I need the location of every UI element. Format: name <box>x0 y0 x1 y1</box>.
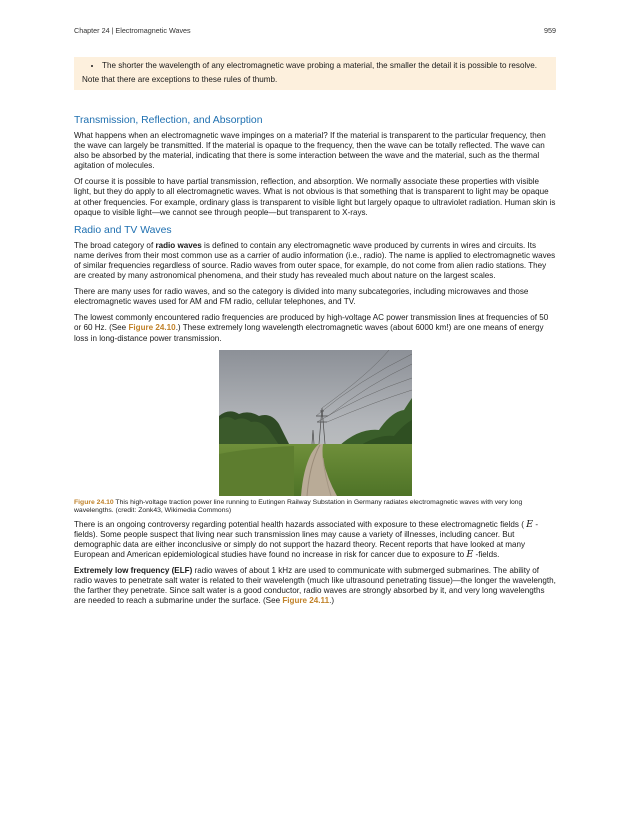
paragraph: The broad category of radio waves is defined to contain any electromagnetic wave produced by currents in wires and circuits. Its name derives from their most common use as a carrier of audio information (i.e., radio). The name is applied to electromagnetic waves of similar frequencies regardless of source. Radio waves from outer space, for example, do not come from alien radio stations. They are created by many astronomical phenomena, and their study has revealed much about nature on the largest scales. <box>74 240 556 281</box>
section-heading-transmission: Transmission, Reflection, and Absorption <box>74 115 263 126</box>
e-field-symbol: E <box>526 518 534 530</box>
term-radio-waves: radio waves <box>155 240 202 250</box>
paragraph: Of course it is possible to have partial transmission, reflection, and absorption. We normally associate these properties with visible light, but they do apply to all electromagnetic waves. What is not obvious is that something that is transparent to light may be opaque at other frequencies. For example, ordinary glass is transparent to visible light but largely opaque to ultraviolet radiation. Human skin is opaque to visible light—we cannot see through people—but transparent to X-rays. <box>74 177 556 217</box>
figure <box>74 350 556 516</box>
section-heading-radio: Radio and TV Waves <box>74 224 172 236</box>
paragraph: Extremely low frequency (ELF) radio waves of about 1 kHz are used to communicate with submerged submarines. The ability of radio waves to penetrate salt water is related to their wavelength (much like ultrasound penetrating tissue)—the longer the wavelength, the farther they penetrate. Since salt water is a good conductor, radio waves are strongly absorbed by it, and very long wavelengths are needed to reach a submarine under the surface. (See Figure 24.11.) <box>74 566 556 606</box>
main-content <box>74 114 556 613</box>
figure-caption: Figure 24.10 This high-voltage traction power line running to Eutingen Railway Substation in Germany radiates electromagnetic waves with very long wavelengths. (credit: Zonk43, Wikimedia Commons) <box>74 498 523 515</box>
callout-list <box>82 61 548 71</box>
callout-box <box>74 57 556 90</box>
page-number: 959 <box>544 26 556 35</box>
figure-label: Figure 24.10 <box>74 498 114 506</box>
chapter-title: Chapter 24 | Electromagnetic Waves <box>74 26 191 35</box>
callout-bullet: • The shorter the wavelength of any electromagnetic wave probing a material, the smaller the detail it is possible to resolve. <box>102 61 548 71</box>
e-field-symbol: E <box>466 549 474 561</box>
figure-link[interactable]: Figure 24.11 <box>282 596 330 606</box>
power-line-photo <box>219 350 412 496</box>
figure-link[interactable]: Figure 24.10 <box>128 323 176 333</box>
paragraph: There is an ongoing controversy regarding potential health hazards associated with exposure to these electromagnetic fields ( E -fields). Some people suspect that living near such transmission lines may cause a variety of illnesses, including cancer. But demographic data are either inconclusive or simply do not support the hazard theory. Recent reports that have looked at many European and American epidemiological studies have found no increase in risk for cancer due to exposure to E -fields. <box>74 518 539 561</box>
paragraph: There are many uses for radio waves, and so the category is divided into many subcategories, including microwaves and those electromagnetic waves used for AM and FM radio, cellular telephones, and TV. <box>74 287 529 307</box>
paragraph: The lowest commonly encountered radio frequencies are produced by high-voltage AC power transmission lines at frequencies of 50 or 60 Hz. (See Figure 24.10.) These extremely long wavelength electromagnetic waves (about 6000 km!) are one means of energy loss in long-distance power transmission. <box>74 313 549 343</box>
term-elf: Extremely low frequency (ELF) <box>74 566 193 576</box>
callout-note: Note that there are exceptions to these rules of thumb. <box>82 75 278 85</box>
running-header <box>74 26 556 35</box>
paragraph: What happens when an electromagnetic wave impinges on a material? If the material is transparent to the particular frequency, then the wave can largely be transmitted. If the material is opaque to the frequency, then the wave can be totally reflected. The wave can also be absorbed by the material, indicating that there is some interaction between the wave and the material, such as the thermal agitation of molecules. <box>74 131 546 171</box>
